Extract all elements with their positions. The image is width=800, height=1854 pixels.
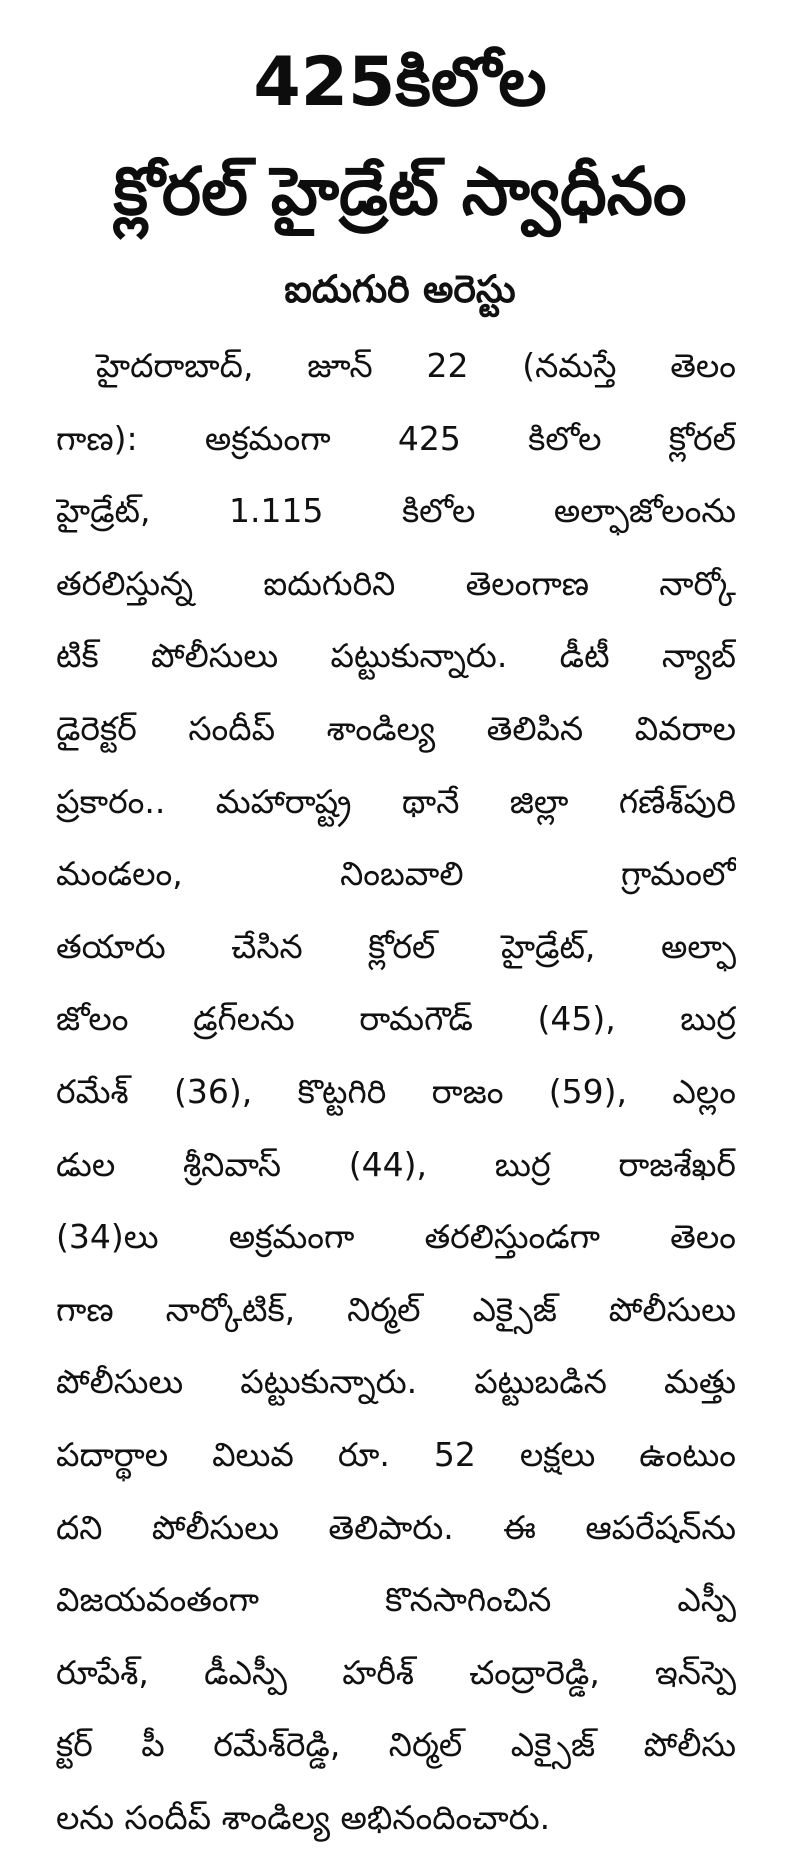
body-line: తరలిస్తున్న ఐదుగురిని తెలంగాణ నార్కో: [56, 563, 736, 603]
body-line: హైదరాబాద్, జూన్ 22 (నమస్తే తెలం: [96, 346, 736, 385]
body-line: టిక్ పోలీసులు పట్టుకున్నారు. డీటీ న్యాబ్: [56, 636, 736, 676]
body-line: క్టర్ పీ రమేశ్‌రెడ్డి, నిర్మల్ ఎక్సైజ్ పోలీసు: [56, 1725, 736, 1765]
body-line: మండలం, నింబవాలి గ్రామంలో: [56, 854, 736, 894]
body-line: తయారు చేసిన క్లోరల్ హైడ్రేట్, అల్ఫా: [56, 926, 736, 966]
body-line: పదార్థాల విలువ రూ. 52 లక్షలు ఉంటుం: [56, 1434, 736, 1474]
body-line: ప్రకారం.. మహారాష్ట్ర థానే జిల్లా గణేశ్‌పురి: [56, 781, 736, 821]
article-body: [56, 330, 736, 1854]
body-line: డుల శ్రీనివాస్ (44), బుర్ర రాజశేఖర్: [56, 1144, 736, 1184]
body-line: గాణ నార్కోటిక్, నిర్మల్ ఎక్సైజ్ పోలీసులు: [56, 1289, 736, 1329]
body-line: జోలం డ్రగ్‌లను రామగౌడ్ (45), బుర్ర: [56, 999, 736, 1039]
body-line: రూపేశ్, డీఎస్పీ హరీశ్ చంద్రారెడ్డి, ఇన్‌స్పె: [56, 1652, 736, 1692]
subheadline: ఐదుగురి అరెస్టు: [284, 267, 516, 311]
headline-line-2: క్లోరల్ హైడ్రేట్ స్వాధీనం: [113, 153, 687, 230]
body-line: లను సందీప్ శాండిల్య అభినందించారు.: [56, 1797, 551, 1837]
body-line: గాణ): అక్రమంగా 425 కిలోల క్లోరల్: [56, 418, 736, 458]
body-line: హైడ్రేట్, 1.115 కిలోల అల్ఫాజోలంను: [56, 491, 736, 531]
body-line: పోలీసులు పట్టుకున్నారు. పట్టుబడిన మత్తు: [56, 1362, 736, 1402]
body-line: దని పోలీసులు తెలిపారు. ఈ ఆపరేషన్‌ను: [56, 1507, 736, 1547]
body-line: విజయవంతంగా కొనసాగించిన ఎస్పీ: [56, 1580, 736, 1620]
body-line: (34)లు అక్రమంగా తరలిస్తుండగా తెలం: [56, 1217, 736, 1257]
body-line: డైరెక్టర్ సందీప్ శాండిల్య తెలిపిన వివరాల: [56, 708, 736, 748]
body-line: రమేశ్ (36), కొట్టగిరి రాజం (59), ఎల్లం: [56, 1071, 736, 1111]
headline-line-1: 425కిలోల: [253, 43, 547, 122]
